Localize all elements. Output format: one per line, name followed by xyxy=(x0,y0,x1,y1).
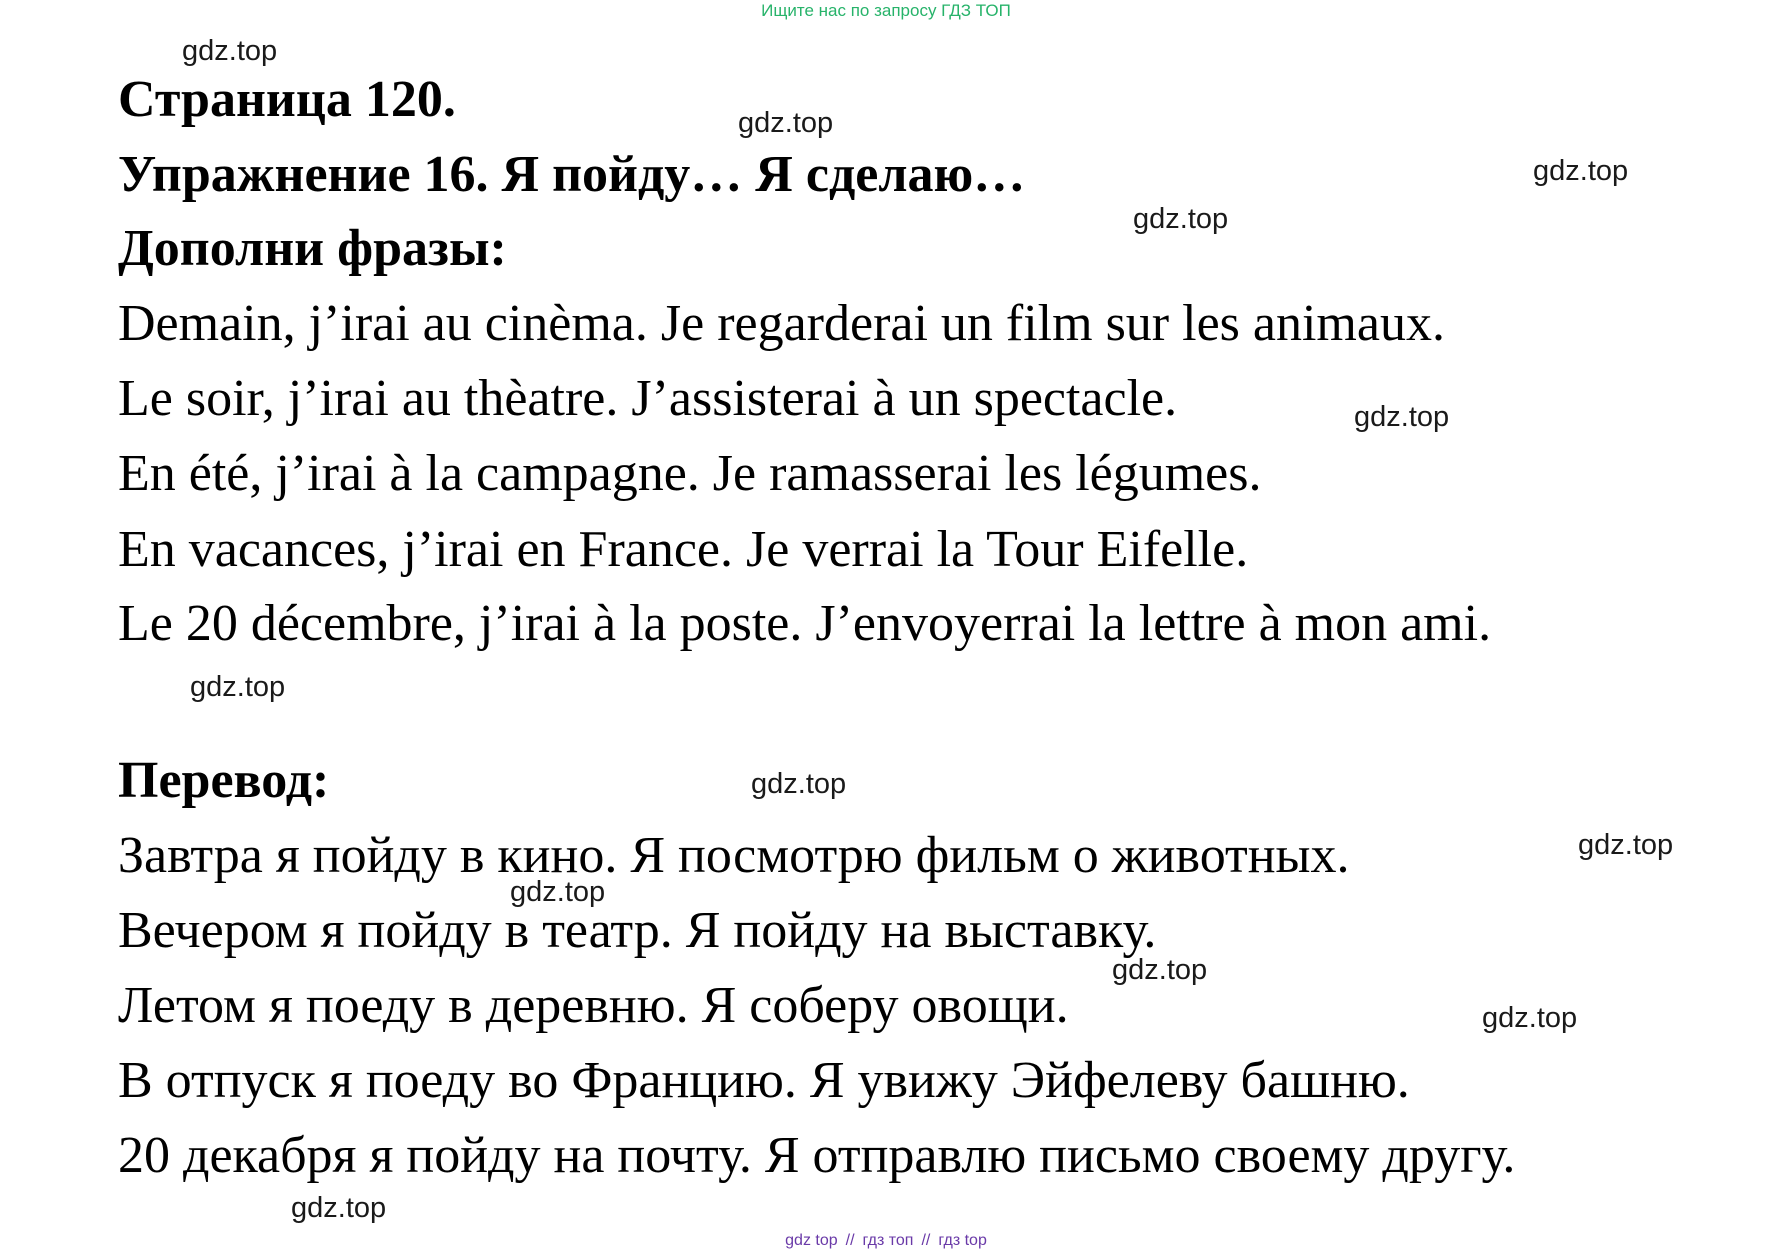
footer xyxy=(0,1231,1772,1251)
watermark: gdz.top xyxy=(1533,155,1629,187)
watermark: gdz.top xyxy=(751,768,847,800)
russian-line-5: 20 декабря я пойду на почту. Я отправлю письмо своему другу. xyxy=(118,1127,1516,1184)
footer-separator: // xyxy=(845,1232,855,1249)
exercise-title: Упражнение 16. Я пойду… Я сделаю… xyxy=(118,146,1026,203)
translation-label: Перевод: xyxy=(118,752,330,809)
watermark: gdz.top xyxy=(1133,203,1229,235)
french-line-3: En été, j’irai à la campagne. Je ramasserai les légumes. xyxy=(118,445,1262,502)
footer-part-3: гдз top xyxy=(938,1232,987,1249)
task-label: Дополни фразы: xyxy=(118,220,507,277)
russian-line-2: Вечером я пойду в театр. Я пойду на выставку. xyxy=(118,902,1157,959)
page-title: Страница 120. xyxy=(118,71,456,128)
watermark: gdz.top xyxy=(510,876,606,908)
russian-line-1: Завтра я пойду в кино. Я посмотрю фильм о животных. xyxy=(118,827,1350,884)
watermark: gdz.top xyxy=(1112,954,1208,986)
french-line-2: Le soir, j’irai au thèatre. J’assisterai à un spectacle. xyxy=(118,370,1178,427)
watermark: gdz.top xyxy=(291,1192,387,1224)
french-line-1: Demain, j’irai au cinèma. Je regarderai un film sur les animaux. xyxy=(118,295,1445,352)
footer-part-2: гдз топ xyxy=(862,1232,914,1249)
watermark: gdz.top xyxy=(1354,401,1450,433)
watermark: gdz.top xyxy=(182,35,278,67)
watermark: gdz.top xyxy=(190,671,286,703)
footer-separator: // xyxy=(921,1232,931,1249)
french-line-4: En vacances, j’irai en France. Je verrai la Tour Eifelle. xyxy=(118,521,1249,578)
french-line-5: Le 20 décembre, j’irai à la poste. J’envoyerrai la lettre à mon ami. xyxy=(118,595,1492,652)
watermark: gdz.top xyxy=(1482,1002,1578,1034)
top-banner: Ищите нас по запросу ГДЗ ТОП xyxy=(761,1,1011,20)
watermark: gdz.top xyxy=(738,107,834,139)
russian-line-3: Летом я поеду в деревню. Я соберу овощи. xyxy=(118,977,1069,1034)
watermark: gdz.top xyxy=(1578,829,1674,861)
russian-line-4: В отпуск я поеду во Францию. Я увижу Эйфелеву башню. xyxy=(118,1052,1410,1109)
footer-part-1: gdz top xyxy=(785,1232,838,1249)
